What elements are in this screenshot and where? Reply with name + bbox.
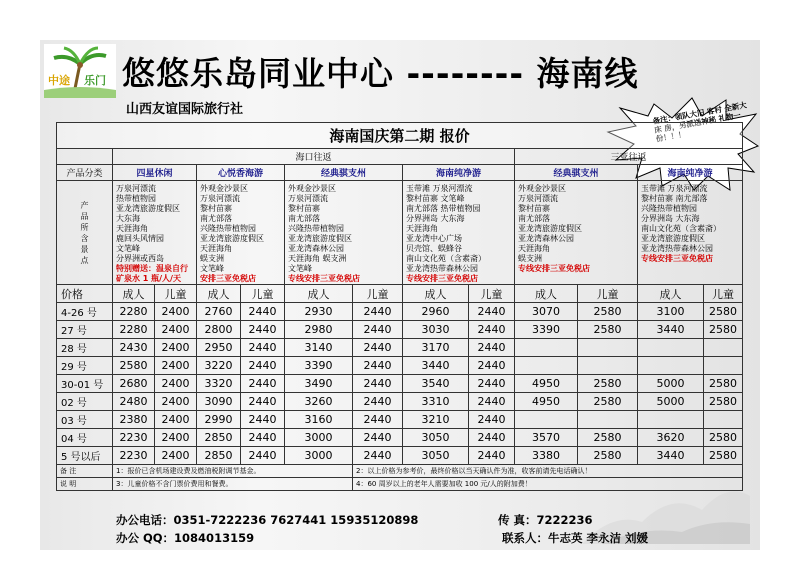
contact-persons: 联系人：牛志英 李永洁 刘媛 [502, 531, 649, 545]
price-cell: 3160 [285, 411, 353, 429]
price-cell: 2440 [353, 375, 403, 393]
price-cell: 3260 [285, 393, 353, 411]
table-row [57, 393, 743, 411]
spot-item: 万泉河漂流 [200, 194, 240, 203]
price-cell: 2850 [197, 429, 241, 447]
price-table [56, 122, 743, 491]
price-cell: 3050 [403, 429, 469, 447]
price-cell: 3140 [285, 339, 353, 357]
category-3: 经典骐支州 [285, 165, 403, 181]
price-cell: 3050 [403, 447, 469, 465]
spot-item: 南尤部落 热带植物园 [406, 204, 481, 213]
date-cell: 4-26 号 [57, 303, 113, 321]
spots-cell-4 [403, 181, 515, 285]
spot-item: 兴隆热带植物园 [288, 224, 344, 233]
spot-item: 黎村苗寨 南尤部落 [641, 194, 708, 203]
price-cell: 2440 [469, 357, 515, 375]
table-row [57, 339, 743, 357]
fax-number: 传 真：7222236 [498, 513, 593, 527]
spots-cell-3 [285, 181, 403, 285]
spot-highlight: 专线安排三亚免税店 [641, 254, 713, 263]
date-cell: 28 号 [57, 339, 113, 357]
spot-item: 亚龙湾中心广场 [406, 234, 462, 243]
price-cell: 2400 [155, 375, 197, 393]
category-label: 产品分类 [57, 165, 113, 181]
date-cell: 5 号以后 [57, 447, 113, 465]
price-cell: 2580 [578, 303, 638, 321]
price-cell: 2580 [704, 393, 743, 411]
spot-item: 蜈支洲 [200, 254, 224, 263]
spot-highlight: 专线安排三亚免税店 [288, 274, 360, 283]
price-cell: 3070 [515, 303, 578, 321]
price-cell [704, 357, 743, 375]
price-cell: 2580 [578, 429, 638, 447]
price-cell [704, 411, 743, 429]
notes-label-1: 备 注 [57, 465, 113, 478]
price-cell: 2400 [155, 357, 197, 375]
category-1: 四星休闲 [113, 165, 197, 181]
spot-item: 贝壳馆、蜈蜂谷 [406, 244, 462, 253]
spot-item: 大东海 [116, 214, 140, 223]
spot-item: 兴隆热带植物园 [200, 224, 256, 233]
price-cell: 2400 [155, 447, 197, 465]
price-cell: 2580 [113, 357, 155, 375]
price-cell: 3320 [197, 375, 241, 393]
price-cell: 2400 [155, 429, 197, 447]
spots-cell-2 [197, 181, 285, 285]
spot-item: 黎村苗寨 [518, 204, 550, 213]
spot-item: 南尤部落 [288, 214, 320, 223]
price-cell: 2960 [403, 303, 469, 321]
spots-cell-6 [638, 181, 743, 285]
spot-item: 天涯海角 蜈支洲 [288, 254, 347, 263]
price-cell: 2440 [241, 411, 285, 429]
price-cell: 2440 [353, 447, 403, 465]
spot-highlight: 安排三亚免税店 [200, 274, 256, 283]
price-cell: 5000 [638, 375, 704, 393]
spot-item: 南山文化苑（含素斋） [406, 254, 486, 263]
svg-text:乐门: 乐门 [84, 74, 106, 87]
price-cell: 2400 [155, 321, 197, 339]
spot-item: 文笔峰 [200, 264, 224, 273]
table-row [57, 411, 743, 429]
spot-item: 玉带滩 万泉河漂流 [641, 184, 708, 193]
price-cell: 2580 [578, 447, 638, 465]
price-cell: 3170 [403, 339, 469, 357]
child-header: 儿童 [353, 285, 403, 303]
adult-header: 成人 [285, 285, 353, 303]
table-row [57, 357, 743, 375]
price-cell: 2280 [113, 303, 155, 321]
region-sanya: 三亚往返 [515, 149, 743, 165]
price-cell: 2440 [469, 339, 515, 357]
adult-header: 成人 [403, 285, 469, 303]
price-cell: 2400 [155, 339, 197, 357]
price-cell: 2430 [113, 339, 155, 357]
main-title: 悠悠乐岛同业中心 -------- 海南线 [122, 54, 639, 93]
price-cell: 2580 [578, 393, 638, 411]
price-cell: 2440 [353, 393, 403, 411]
price-cell: 2440 [469, 411, 515, 429]
adult-header: 成人 [515, 285, 578, 303]
price-cell: 3390 [515, 321, 578, 339]
price-cell: 3540 [403, 375, 469, 393]
spots-label-char: 景 [80, 244, 89, 254]
date-cell: 29 号 [57, 357, 113, 375]
price-cell: 2440 [353, 339, 403, 357]
spot-item: 亚龙湾旅游度假区 [518, 224, 582, 233]
note-2: 2：以上价格为参考价，最终价格以当天确认件为准，收客前请先电话确认！ [353, 465, 743, 478]
spots-label [57, 181, 113, 285]
price-cell: 3620 [638, 429, 704, 447]
category-5: 经典骐支州 [515, 165, 638, 181]
price-cell [578, 339, 638, 357]
price-cell: 2580 [704, 321, 743, 339]
price-cell: 2950 [197, 339, 241, 357]
child-header: 儿童 [578, 285, 638, 303]
price-cell: 2850 [197, 447, 241, 465]
spot-item: 亚龙湾热带森林公园 [641, 244, 713, 253]
table-row [57, 321, 743, 339]
date-cell: 04 号 [57, 429, 113, 447]
spot-item: 亚龙湾旅游度假区 [641, 234, 705, 243]
spot-item: 分界洲或西岛 [116, 254, 164, 263]
price-cell: 4950 [515, 393, 578, 411]
spots-label-char: 含 [80, 233, 89, 243]
price-cell: 3100 [638, 303, 704, 321]
price-cell: 3220 [197, 357, 241, 375]
note-1: 1：报价已含机场建设费及燃油税附调节基金。 [113, 465, 353, 478]
price-cell [638, 357, 704, 375]
spots-label-char: 品 [80, 211, 89, 221]
spots-label-char: 所 [80, 222, 89, 232]
price-cell: 2440 [241, 303, 285, 321]
price-cell: 2440 [241, 447, 285, 465]
price-cell: 2480 [113, 393, 155, 411]
spot-item: 蜈支洲 [518, 254, 542, 263]
price-cell: 2440 [469, 375, 515, 393]
spot-item: 黎村苗寨 [288, 204, 320, 213]
spots-cell-1 [113, 181, 197, 285]
price-cell: 3310 [403, 393, 469, 411]
spot-item: 鹿回头风情园 [116, 234, 164, 243]
note-4: 4：60 周岁以上的老年人需要加收 100 元/人的附加费！ [353, 478, 743, 491]
price-cell: 2230 [113, 447, 155, 465]
price-cell [704, 339, 743, 357]
spot-highlight: 专线安排三亚免税店 [406, 274, 478, 283]
spot-item: 天涯海角 [406, 224, 438, 233]
price-cell: 3490 [285, 375, 353, 393]
price-cell: 2580 [704, 303, 743, 321]
price-cell: 3440 [403, 357, 469, 375]
price-cell: 2380 [113, 411, 155, 429]
spot-item: 外观金沙景区 [518, 184, 566, 193]
spot-item: 南尤部落 [518, 214, 550, 223]
spot-item: 亚龙湾旅游度假区 [116, 204, 180, 213]
spot-item: 分界洲岛 大东海 [406, 214, 465, 223]
price-cell: 3380 [515, 447, 578, 465]
price-cell: 2580 [704, 429, 743, 447]
region-empty-cell [57, 149, 113, 165]
category-6: 海南纯净游 [638, 165, 743, 181]
office-phone: 办公电话：0351-7222236 7627441 15935120898 [116, 513, 419, 527]
spot-item: 亚龙湾森林公园 [288, 244, 344, 253]
price-cell [515, 357, 578, 375]
spot-item: 文笔峰 [288, 264, 312, 273]
price-cell: 3570 [515, 429, 578, 447]
price-cell: 2400 [155, 411, 197, 429]
price-cell [515, 411, 578, 429]
price-cell: 2440 [469, 303, 515, 321]
spot-item: 亚龙湾旅游度假区 [200, 234, 264, 243]
burst-note-text: 备注：领队大旧 客村 全新大床 房，另派送神秘 礼物一份！！！ [652, 100, 748, 144]
price-cell: 2280 [113, 321, 155, 339]
adult-header: 成人 [638, 285, 704, 303]
price-cell: 2580 [578, 321, 638, 339]
price-cell: 2580 [578, 375, 638, 393]
date-cell: 27 号 [57, 321, 113, 339]
price-cell: 5000 [638, 393, 704, 411]
price-cell: 2440 [353, 303, 403, 321]
spot-highlight: 专线安排三亚免税店 [518, 264, 590, 273]
notes-label-2: 说 明 [57, 478, 113, 491]
price-cell: 2990 [197, 411, 241, 429]
spot-item: 天涯海角 [200, 244, 232, 253]
price-cell: 2680 [113, 375, 155, 393]
price-cell: 3090 [197, 393, 241, 411]
category-4: 海南纯净游 [403, 165, 515, 181]
price-cell: 2440 [469, 429, 515, 447]
svg-text:中途: 中途 [48, 74, 70, 87]
spot-item: 亚龙湾旅游度假区 [288, 234, 352, 243]
table-row [57, 375, 743, 393]
category-2: 心悦香海游 [197, 165, 285, 181]
price-cell: 2440 [241, 393, 285, 411]
price-cell: 2930 [285, 303, 353, 321]
table-title: 海南国庆第二期 报价 [57, 123, 743, 149]
spot-item: 万泉河漂流 [288, 194, 328, 203]
price-cell: 2980 [285, 321, 353, 339]
price-cell: 2400 [155, 303, 197, 321]
price-cell [578, 357, 638, 375]
spot-item: 外观金沙景区 [288, 184, 336, 193]
spot-item: 外观金沙景区 [200, 184, 248, 193]
office-qq: 办公 QQ：1084013159 [116, 531, 255, 545]
child-header: 儿童 [155, 285, 197, 303]
spots-label-char: 产 [80, 200, 89, 210]
spot-item: 黎村苗寨 [200, 204, 232, 213]
spot-item: 万泉河漂流 [116, 184, 156, 193]
spot-item: 南尤部落 [200, 214, 232, 223]
child-header: 儿童 [241, 285, 285, 303]
price-rows [57, 303, 743, 465]
price-cell: 2440 [241, 357, 285, 375]
spot-item: 文笔峰 [116, 244, 140, 253]
price-cell: 2400 [155, 393, 197, 411]
price-cell: 2440 [469, 447, 515, 465]
price-cell: 2230 [113, 429, 155, 447]
agency-name: 山西友谊国际旅行社 [126, 102, 244, 117]
spot-highlight: 特别赠送：温泉自行 [116, 264, 188, 273]
spot-item: 天涯海角 [116, 224, 148, 233]
adult-header: 成人 [113, 285, 155, 303]
adult-header: 成人 [197, 285, 241, 303]
price-cell: 2580 [704, 447, 743, 465]
price-cell [515, 339, 578, 357]
price-cell: 2440 [353, 411, 403, 429]
spot-item: 万泉河漂流 [518, 194, 558, 203]
price-cell: 2800 [197, 321, 241, 339]
spot-item: 亚龙湾热带森林公园 [406, 264, 478, 273]
table-row [57, 429, 743, 447]
price-cell: 3000 [285, 429, 353, 447]
price-cell: 2440 [241, 321, 285, 339]
date-cell: 03 号 [57, 411, 113, 429]
price-cell [638, 339, 704, 357]
palm-tree-icon [44, 44, 116, 98]
price-cell: 2760 [197, 303, 241, 321]
spot-highlight: 矿泉水 1 瓶/人/天 [116, 274, 181, 283]
price-cell: 2440 [469, 393, 515, 411]
note-3: 3：儿童价格不含门票价费用和餐费。 [113, 478, 353, 491]
price-cell [638, 411, 704, 429]
price-cell: 3210 [403, 411, 469, 429]
date-cell: 02 号 [57, 393, 113, 411]
price-cell: 3440 [638, 321, 704, 339]
price-cell: 2440 [241, 375, 285, 393]
price-cell: 2440 [353, 429, 403, 447]
spot-item: 玉带滩 万泉河漂流 [406, 184, 473, 193]
price-label: 价格 [57, 285, 113, 303]
spot-item: 天涯海角 [518, 244, 550, 253]
child-header: 儿童 [469, 285, 515, 303]
table-row [57, 303, 743, 321]
price-cell: 4950 [515, 375, 578, 393]
price-cell: 2440 [353, 321, 403, 339]
region-haikou: 海口往返 [113, 149, 515, 165]
spot-item: 兴隆热带植物园 [641, 204, 697, 213]
price-cell: 2440 [353, 357, 403, 375]
price-cell: 2440 [469, 321, 515, 339]
price-cell: 3390 [285, 357, 353, 375]
child-header: 儿童 [704, 285, 743, 303]
price-cell: 3030 [403, 321, 469, 339]
price-cell: 3000 [285, 447, 353, 465]
spot-item: 南山文化苑（含素斋） [641, 224, 721, 233]
spots-label-char: 点 [80, 255, 89, 265]
price-cell: 2580 [704, 375, 743, 393]
price-cell: 2440 [241, 429, 285, 447]
spot-item: 热带植物园 [116, 194, 156, 203]
price-cell: 3440 [638, 447, 704, 465]
spot-item: 黎村苗寨 文笔峰 [406, 194, 465, 203]
spot-item: 亚龙湾森林公园 [518, 234, 574, 243]
price-cell [578, 411, 638, 429]
spot-item: 分界洲岛 大东海 [641, 214, 700, 223]
spots-cell-5 [515, 181, 638, 285]
date-cell: 30-01 号 [57, 375, 113, 393]
price-cell: 2440 [241, 339, 285, 357]
